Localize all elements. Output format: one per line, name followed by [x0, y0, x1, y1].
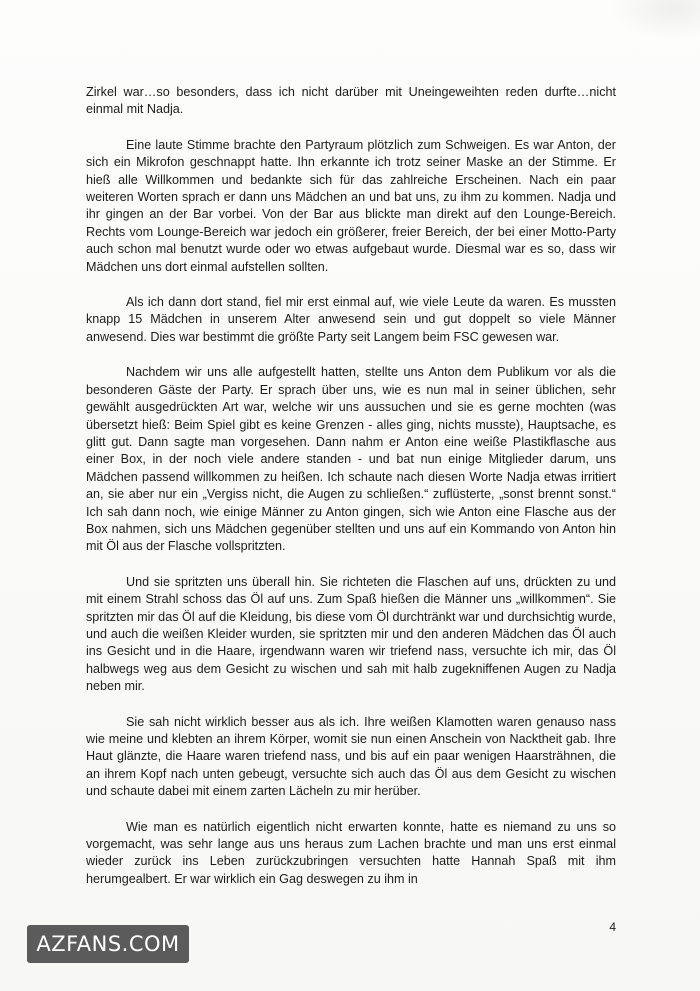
- paragraph-4: Nachdem wir uns alle aufgestellt hatten, stellte uns Anton dem Publikum vor als die besonderen Gäste der Party. Er sprach über uns, wie es nun mal in seiner üblichen, sehr gewählt ausgedrückten Art war, welche wir uns aussuchen und sie es gerne mochten (was übersetzt hieß: Beim Spiel gibt es keine Grenzen - alles ging, nichts musste), Hauptsache, es glitt gut. Dann sagte man vorgesehen. Dann nahm er Anton eine weiße Plastikflasche aus einer Box, in der noch viele andere standen - und bat nun einige Mitglieder darum, uns Mädchen passend willkommen zu heißen. Ich schaute nach diesen Worte Nadja etwas irritiert an, sie aber nur ein „Vergiss nicht, die Augen zu schließen.“ zuflüsterte, „sonst brennt sonst.“ Ich sah dann noch, wie einige Männer zu Anton gingen, sich wie Anton eine Flasche aus der Box nahmen, sich uns Mädchen gegenüber stellten und uns auf ein Kommando von Anton hin mit Öl aus der Flasche vollspritzten.: [86, 365, 616, 554]
- paragraph-3: Als ich dann dort stand, fiel mir erst einmal auf, wie viele Leute da waren. Es mussten knapp 15 Mädchen in unserem Alter anwesend sein und gut doppelt so viele Männer anwesend. Dies war bestimmt die größte Party seit Langem beim FSC gewesen war.: [86, 295, 616, 344]
- watermark-text: AZFANS.COM: [36, 932, 180, 956]
- paragraph-7: Wie man es natürlich eigentlich nicht erwarten konnte, hatte es niemand zu uns so vorgemacht, was sehr lange aus uns heraus zum Lachen brachte und man uns erst einmal wieder zurück ins Leben zurückzubringen versuchten hatte Hannah Spaß mit ihm herumgealbert. Er war wirklich ein Gag deswegen zu ihm in: [86, 819, 616, 886]
- page-number: 4: [609, 920, 616, 934]
- paragraph-2: Eine laute Stimme brachte den Partyraum plötzlich zum Schweigen. Es war Anton, der sich ein Mikrofon geschnappt hatte. Ihn erkannte ich trotz seiner Maske an der Stimme. Er hieß alle Willkommen und bedankte sich für das zahlreiche Erscheinen. Nach ein paar weiteren Worten sprach er dann uns Mädchen an und bat uns, zu ihm zu kommen. Nadja und ihr gingen an der Bar vorbei. Von der Bar aus blickte man direkt auf den Lounge-Bereich. Rechts vom Lounge-Bereich war jedoch ein größerer, freier Bereich, der bei einer Motto-Party auch schon mal benutzt wurde oder wo etwas aufgebaut wurde. Diesmal war es so, dass wir Mädchen uns dort einmal aufstellen sollten.: [86, 137, 616, 274]
- paragraph-5: Und sie spritzten uns überall hin. Sie richteten die Flaschen auf uns, drückten zu und mit einem Strahl schoss das Öl auf uns. Zum Spaß hießen die Männer uns „willkommen“. Sie spritzten mir das Öl auf die Kleidung, bis diese vom Öl durchtränkt war und durchsichtig wurde, und auch die weißen Kleider wurden, sie spritzten mir und den anderen Mädchen das Öl auch ins Gesicht und in die Haare, irgendwann waren wir triefend nass, versuchte ich mir, das Öl halbwegs weg aus dem Gesicht zu wischen und sah mit halb zugekniffenen Augen zu Nadja neben mir.: [86, 574, 616, 694]
- paragraph-1: Zirkel war…so besonders, dass ich nicht darüber mit Uneingeweihten reden durfte…nicht einmal mit Nadja.: [86, 85, 616, 117]
- page-corner-shadow: [610, 0, 700, 40]
- document-body: [86, 84, 616, 906]
- paragraph-6: Sie sah nicht wirklich besser aus als ich. Ihre weißen Klamotten waren genauso nass wie meine und klebten an ihrem Körper, womit sie nun einen Anschein von Nacktheit gab. Ihre Haut glänzte, die Haare waren triefend nass, und bis auf ein paar wenigen Haarsträhnen, die an ihrem Kopf nach unten gebeugt, versuchte sich auch das Öl aus dem Gesicht zu wischen und schaute dabei mit einem zarten Lächeln zu mir herüber.: [86, 714, 616, 799]
- watermark-badge: [27, 925, 189, 963]
